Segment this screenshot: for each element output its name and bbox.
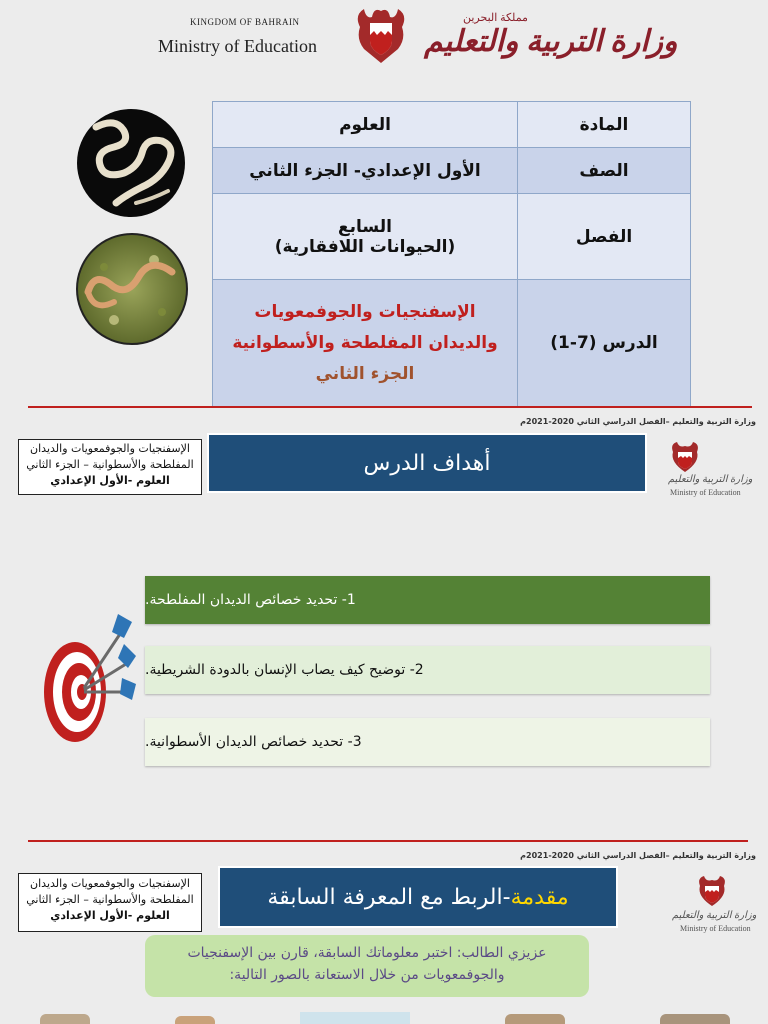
jellyfish-image-partial xyxy=(300,1012,410,1024)
target-arrows-icon xyxy=(40,604,136,746)
lesson-side-box xyxy=(18,873,202,932)
objective-item-2: 2- توضيح كيف يصاب الإنسان بالدودة الشريطية. xyxy=(145,646,710,694)
objective-item-3: 3- تحديد خصائص الديدان الأسطوانية. xyxy=(145,718,710,766)
ministry-logo-small-icon xyxy=(695,874,729,908)
kingdom-en-label: KINGDOM OF BAHRAIN xyxy=(190,17,300,27)
lesson-side-box xyxy=(18,439,202,495)
side-box-line3: العلوم -الأول الإعدادي xyxy=(50,474,170,487)
sponge-image-partial xyxy=(40,1014,90,1024)
table-row xyxy=(213,194,691,280)
chapter-title: (الحيوانات اللافقارية) xyxy=(274,236,456,257)
side-box-line2: المفلطحة والأسطوانية – الجزء الثاني xyxy=(26,893,194,906)
table-row xyxy=(213,102,691,148)
subject-label: المادة xyxy=(518,102,691,148)
subject-value: العلوم xyxy=(213,102,518,148)
section-divider xyxy=(28,406,752,408)
lesson-label: الدرس (7-1) xyxy=(518,280,691,407)
lesson-title-line1: الإسفنجيات والجوفمعويات xyxy=(254,301,476,322)
side-box-line3: العلوم -الأول الإعدادي xyxy=(50,909,170,922)
lesson-title-line2: والديدان المفلطحة والأسطوانية xyxy=(232,332,498,353)
section-divider xyxy=(28,840,748,842)
objectives-title: أهداف الدرس xyxy=(207,433,647,493)
tapeworm-image xyxy=(76,107,186,219)
small-logo-ar: وزارة التربية والتعليم xyxy=(672,910,757,921)
lesson-info-table xyxy=(212,101,691,407)
chapter-number: السابع xyxy=(338,216,392,237)
grade-value: الأول الإعدادي- الجزء الثاني xyxy=(213,148,518,194)
ministry-logo-small-icon xyxy=(668,440,702,474)
grade-label: الصف xyxy=(518,148,691,194)
footer-text: وزارة التربية والتعليم –الفصل الدراسي الثاني 2020-2021م xyxy=(520,417,756,426)
chapter-value xyxy=(213,194,518,280)
intro-title xyxy=(218,866,618,928)
lesson-value xyxy=(213,280,518,407)
ministry-ar-label: وزارة التربية والتعليم xyxy=(424,25,678,58)
roundworm-image xyxy=(74,232,190,346)
chapter-label: الفصل xyxy=(518,194,691,280)
bahrain-emblem-icon xyxy=(352,5,410,67)
table-row xyxy=(213,280,691,407)
coral-image-partial xyxy=(175,1016,215,1024)
small-logo-ar: وزارة التربية والتعليم xyxy=(668,474,753,485)
small-logo-en: Ministry of Education xyxy=(670,488,741,497)
question-line-2: والجوفمعويات من خلال الاستعانة بالصور التالية: xyxy=(229,967,505,983)
small-logo-en: Ministry of Education xyxy=(680,924,751,933)
lesson-part: الجزء الثاني xyxy=(315,363,415,384)
footer-text: وزارة التربية والتعليم –الفصل الدراسي الثاني 2020-2021م xyxy=(520,851,756,860)
anemone-image-partial xyxy=(660,1014,730,1024)
side-box-line2: المفلطحة والأسطوانية – الجزء الثاني xyxy=(26,458,194,471)
side-box-line1: الإسفنجيات والجوفمعويات والديدان xyxy=(30,877,190,890)
side-box-line1: الإسفنجيات والجوفمعويات والديدان xyxy=(30,442,190,455)
intro-title-highlight: مقدمة xyxy=(510,884,569,910)
ministry-en-label: Ministry of Education xyxy=(158,36,317,56)
intro-question-box xyxy=(145,935,589,997)
intro-title-rest: -الربط مع المعرفة السابقة xyxy=(267,884,511,910)
objective-item-1: 1- تحديد خصائص الديدان المفلطحة. xyxy=(145,576,710,624)
hydra-image-partial xyxy=(505,1014,565,1024)
kingdom-ar-label: مملكة البحرين xyxy=(463,12,528,24)
question-line-1: عزيزي الطالب: اختبر معلوماتك السابقة، قارن بين الإسفنجيات xyxy=(187,945,547,961)
table-row xyxy=(213,148,691,194)
